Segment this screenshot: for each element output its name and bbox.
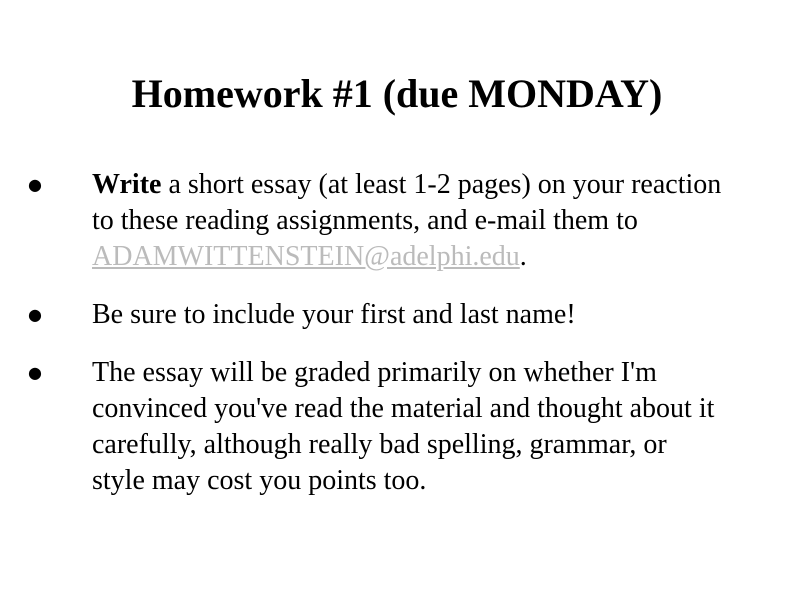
bold-word-write: Write bbox=[92, 169, 162, 200]
bullet-text: a short essay (at least 1-2 pages) on your reaction to these reading assignments, and e-mail them to bbox=[92, 169, 722, 236]
bullet-text-end: . bbox=[519, 241, 527, 272]
bullet-item-write-essay bbox=[26, 167, 726, 275]
bullet-text: Be sure to include your first and last name! bbox=[92, 299, 576, 330]
slide-title: Homework #1 (due MONDAY) bbox=[131, 71, 663, 116]
bullet-icon: ● bbox=[28, 305, 42, 324]
bullet-text: The essay will be graded primarily on whether I'm convinced you've read the material and thought about it carefully, although really bad spelling, grammar, or style may cost you points too. bbox=[92, 357, 715, 496]
email-link[interactable]: ADAMWITTENSTEIN@adelphi.edu bbox=[92, 241, 520, 272]
bullet-icon: ● bbox=[28, 363, 42, 382]
bullet-item-grading bbox=[26, 355, 726, 499]
bullet-item-include-name bbox=[26, 297, 726, 333]
bullet-list bbox=[26, 167, 726, 521]
bullet-icon: ● bbox=[28, 175, 42, 194]
